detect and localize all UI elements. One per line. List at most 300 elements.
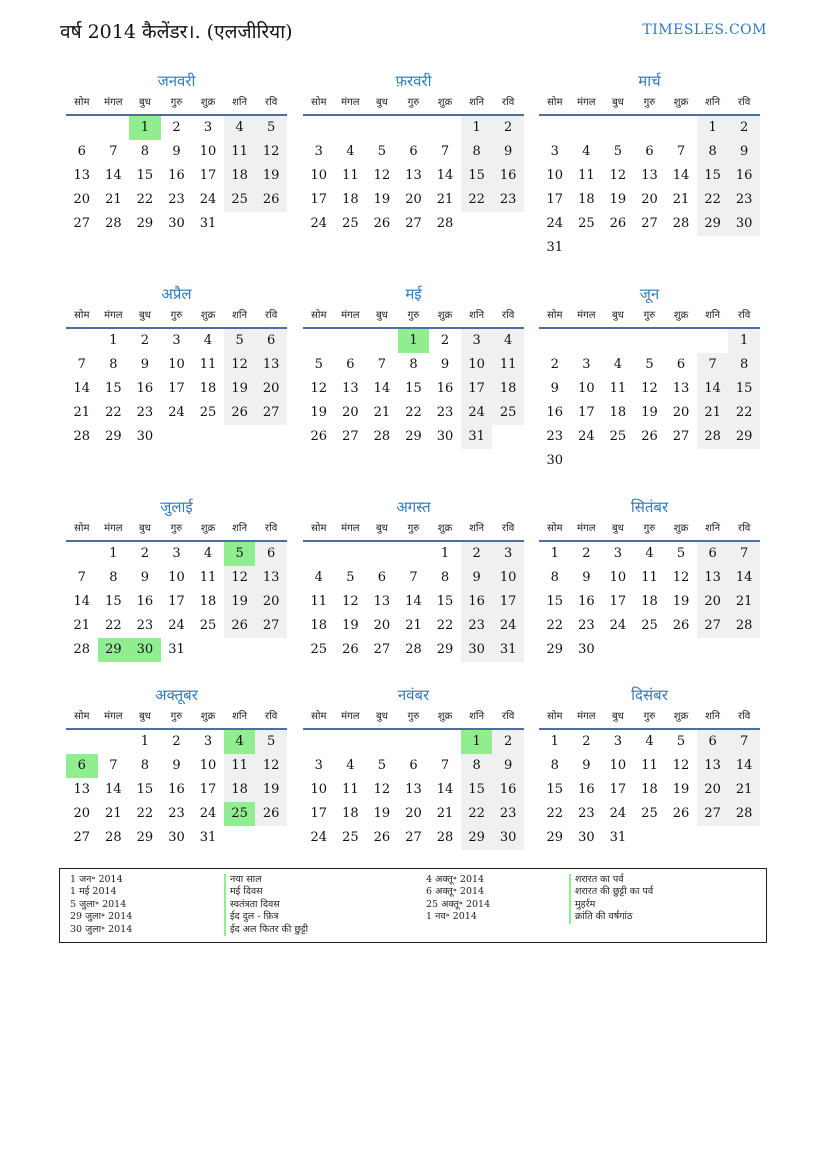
weekday-label: बुध [138, 310, 151, 321]
day-cell: 2 [172, 734, 181, 749]
day-cell: 3 [582, 357, 591, 372]
day-cell: 18 [224, 164, 256, 188]
day-cell: 13 [373, 594, 391, 609]
weekday-header [539, 706, 760, 730]
day-cell: 8 [409, 357, 418, 372]
day-cell: 19 [310, 405, 328, 420]
weekday-header [66, 518, 287, 542]
day-cell: 20 [255, 590, 287, 614]
day-cell: 28 [672, 216, 690, 231]
weekday-header [66, 706, 287, 730]
site-link[interactable]: TIMESLES.COM [642, 22, 767, 38]
day-cell: 26 [224, 614, 256, 638]
day-cell: 28 [73, 429, 91, 444]
weekday-label: रवि [738, 310, 751, 321]
day-cell: 4 [582, 144, 591, 159]
weekday-label: सोम [311, 523, 327, 534]
day-cell: 25 [492, 401, 524, 425]
weekday-label: मंगल [104, 523, 123, 534]
holiday-entry: शरारत का पर्व [575, 874, 624, 885]
day-cell: 24 [546, 216, 564, 231]
day-cell: 4 [224, 116, 256, 140]
day-cell: 21 [672, 192, 690, 207]
holiday-entry: 25 अक्तू॰ 2014 [426, 898, 491, 910]
weekday-label: रवि [502, 310, 515, 321]
day-cell: 12 [373, 168, 391, 183]
empty-cell [98, 116, 130, 140]
day-cell: 29 [105, 429, 122, 444]
day-grid [66, 329, 287, 449]
weekday-label: शनि [469, 310, 485, 321]
day-cell: 31 [461, 425, 493, 449]
day-cell: 13 [697, 566, 729, 590]
day-cell: 24 [168, 405, 185, 420]
day-cell: 23 [461, 614, 493, 638]
empty-cell [335, 730, 367, 754]
day-cell: 23 [136, 618, 154, 633]
day-cell: 29 [728, 425, 760, 449]
day-cell: 9 [172, 758, 181, 773]
weekday-header [539, 305, 760, 329]
empty-cell [66, 730, 98, 754]
day-cell: 22 [546, 618, 564, 633]
day-cell: 21 [373, 405, 391, 420]
day-cell: 14 [672, 168, 690, 183]
day-cell: 5 [255, 730, 287, 754]
weekday-label: सोम [74, 711, 90, 722]
weekday-label: रवि [738, 711, 751, 722]
day-cell: 16 [492, 778, 524, 802]
weekday-label: शुक्र [200, 711, 216, 722]
day-cell: 31 [168, 642, 185, 657]
day-cell: 1 [550, 546, 559, 561]
weekday-label: बुध [375, 97, 388, 108]
day-grid [303, 542, 524, 662]
day-cell: 20 [373, 618, 391, 633]
day-cell: 16 [136, 381, 154, 396]
weekday-label: रवि [265, 711, 278, 722]
day-cell: 6 [645, 144, 654, 159]
month-name: मई [405, 285, 422, 303]
month-name: दिसंबर [631, 686, 668, 704]
day-cell: 30 [436, 429, 454, 444]
day-cell: 10 [492, 566, 524, 590]
day-cell: 26 [373, 830, 391, 845]
day-cell: 17 [578, 405, 595, 420]
day-cell: 27 [255, 401, 287, 425]
weekday-label: गुरु [643, 711, 656, 722]
day-cell: 30 [578, 642, 595, 657]
month-name: फ़रवरी [395, 72, 432, 90]
day-cell: 5 [613, 144, 623, 159]
day-grid [539, 116, 760, 260]
day-cell: 19 [672, 594, 690, 609]
day-cell: 21 [105, 192, 122, 207]
weekday-header [303, 518, 524, 542]
day-cell: 27 [73, 830, 91, 845]
day-cell: 12 [255, 754, 287, 778]
day-cell: 17 [310, 806, 328, 821]
day-cell: 2 [550, 357, 559, 372]
day-cell: 9 [461, 566, 493, 590]
month-name: जनवरी [157, 72, 196, 90]
day-cell: 23 [728, 188, 760, 212]
weekday-header [539, 92, 760, 116]
weekday-label: गुरु [170, 711, 183, 722]
weekday-label: शनि [469, 523, 485, 534]
day-cell: 30 [461, 638, 493, 662]
day-cell: 7 [440, 144, 450, 159]
day-cell: 28 [405, 642, 422, 657]
weekday-label: रवि [265, 523, 278, 534]
weekday-label: सोम [311, 310, 327, 321]
day-cell: 18 [199, 381, 217, 396]
weekday-header [303, 305, 524, 329]
weekday-label: बुध [611, 97, 624, 108]
weekday-label: सोम [311, 97, 327, 108]
empty-cell [66, 329, 98, 353]
day-cell: 13 [342, 381, 359, 396]
day-cell: 24 [461, 401, 493, 425]
day-cell: 4 [645, 734, 654, 749]
day-cell: 9 [172, 144, 181, 159]
day-cell: 23 [578, 618, 595, 633]
day-cell: 8 [697, 140, 729, 164]
empty-cell [539, 116, 571, 140]
day-cell: 29 [436, 642, 454, 657]
day-cell: 25 [224, 188, 256, 212]
day-cell: 14 [105, 168, 122, 183]
day-cell: 28 [105, 830, 122, 845]
day-cell: 17 [168, 594, 185, 609]
day-cell: 29 [461, 826, 493, 850]
day-cell: 25 [199, 618, 217, 633]
month-block [66, 496, 287, 662]
weekday-label: बुध [375, 711, 388, 722]
empty-cell [398, 730, 430, 754]
day-cell: 1 [129, 116, 161, 140]
day-cell: 19 [609, 192, 627, 207]
day-cell: 1 [461, 116, 493, 140]
holiday-list [59, 868, 767, 943]
day-cell: 1 [140, 734, 150, 749]
weekday-label: मंगल [104, 711, 123, 722]
day-cell: 21 [436, 806, 454, 821]
day-cell: 14 [73, 594, 91, 609]
day-cell: 3 [550, 144, 559, 159]
empty-cell [66, 542, 98, 566]
day-cell: 27 [255, 614, 287, 638]
day-cell: 7 [697, 353, 729, 377]
weekday-label: बुध [375, 310, 388, 321]
day-cell: 7 [109, 144, 118, 159]
day-cell: 7 [728, 730, 760, 754]
weekday-label: मंगल [577, 97, 596, 108]
day-cell: 4 [645, 546, 654, 561]
day-cell: 13 [641, 168, 658, 183]
empty-cell [335, 542, 367, 566]
empty-cell [429, 116, 461, 140]
weekday-label: गुरु [170, 523, 183, 534]
weekday-label: सोम [74, 310, 90, 321]
day-cell: 23 [492, 802, 524, 826]
day-cell: 23 [492, 188, 524, 212]
day-cell: 17 [609, 782, 627, 797]
empty-cell [571, 329, 603, 353]
weekday-label: बुध [611, 711, 624, 722]
empty-cell [571, 116, 603, 140]
weekday-label: सोम [74, 523, 90, 534]
day-cell: 24 [310, 830, 328, 845]
day-cell: 27 [697, 614, 729, 638]
day-cell: 22 [136, 192, 154, 207]
day-cell: 2 [582, 734, 591, 749]
day-cell: 8 [109, 357, 118, 372]
day-cell: 25 [578, 216, 595, 231]
day-cell: 1 [398, 329, 430, 353]
weekday-label: मंगल [341, 523, 360, 534]
month-name: अगस्त [396, 498, 431, 516]
weekday-header [303, 706, 524, 730]
day-cell: 3 [203, 734, 213, 749]
day-cell: 1 [440, 546, 450, 561]
day-cell: 19 [342, 618, 359, 633]
day-cell: 21 [728, 778, 760, 802]
weekday-label: बुध [611, 310, 624, 321]
day-cell: 14 [373, 381, 391, 396]
day-cell: 23 [168, 806, 185, 821]
day-cell: 13 [73, 782, 91, 797]
day-cell: 26 [641, 429, 658, 444]
day-cell: 14 [697, 377, 729, 401]
empty-cell [366, 329, 398, 353]
day-cell: 3 [314, 758, 323, 773]
day-cell: 3 [461, 329, 493, 353]
day-cell: 27 [373, 642, 391, 657]
empty-cell [539, 329, 571, 353]
day-cell: 31 [492, 638, 524, 662]
day-cell: 2 [140, 546, 150, 561]
day-cell: 5 [314, 357, 323, 372]
day-cell: 15 [436, 594, 454, 609]
day-cell: 27 [405, 216, 422, 231]
day-cell: 9 [140, 570, 150, 585]
day-grid [539, 329, 760, 473]
empty-cell [366, 730, 398, 754]
day-cell: 27 [697, 802, 729, 826]
day-cell: 25 [641, 618, 658, 633]
day-cell: 31 [199, 216, 217, 231]
month-block [539, 283, 760, 473]
day-cell: 10 [578, 381, 595, 396]
holiday-names-column-1 [224, 874, 308, 936]
weekday-header [539, 518, 760, 542]
holiday-entry: 29 जुला॰ 2014 [70, 911, 133, 923]
weekday-label: शनि [469, 711, 485, 722]
day-cell: 13 [255, 353, 287, 377]
day-cell: 11 [199, 570, 217, 585]
day-cell: 10 [168, 570, 185, 585]
day-cell: 5 [645, 357, 654, 372]
empty-cell [665, 116, 697, 140]
day-cell: 22 [546, 806, 564, 821]
day-cell: 22 [136, 806, 154, 821]
day-cell: 15 [105, 594, 122, 609]
day-cell: 23 [578, 806, 595, 821]
day-cell: 26 [224, 401, 256, 425]
weekday-label: सोम [311, 711, 327, 722]
day-cell: 18 [342, 192, 359, 207]
weekday-label: शुक्र [437, 711, 453, 722]
day-cell: 29 [136, 830, 154, 845]
month-block [539, 496, 760, 662]
weekday-header [303, 92, 524, 116]
weekday-label: गुरु [407, 310, 420, 321]
day-cell: 30 [168, 830, 185, 845]
day-cell: 16 [728, 164, 760, 188]
day-cell: 14 [728, 566, 760, 590]
weekday-label: गुरु [643, 523, 656, 534]
day-cell: 14 [436, 782, 454, 797]
day-cell: 1 [109, 546, 118, 561]
weekday-label: गुरु [170, 97, 183, 108]
weekday-label: सोम [547, 97, 563, 108]
day-cell: 12 [672, 758, 690, 773]
day-cell: 25 [641, 806, 658, 821]
day-cell: 30 [129, 638, 161, 662]
weekday-label: शुक्र [200, 310, 216, 321]
weekday-label: मंगल [577, 711, 596, 722]
empty-cell [634, 329, 666, 353]
month-block [66, 684, 287, 850]
day-cell: 15 [136, 782, 154, 797]
day-cell: 24 [199, 192, 217, 207]
holiday-entry: स्वतंत्रता दिवस [230, 898, 280, 910]
day-cell: 11 [578, 168, 595, 183]
day-cell: 1 [728, 329, 760, 353]
holiday-entry: क्रांति की वर्षगांठ [575, 911, 633, 923]
day-cell: 1 [697, 116, 729, 140]
day-grid [539, 542, 760, 662]
day-cell: 2 [140, 333, 150, 348]
weekday-label: बुध [138, 523, 151, 534]
day-cell: 20 [255, 377, 287, 401]
holiday-entry: 4 अक्तू॰ 2014 [426, 874, 485, 885]
holiday-names-column-2 [569, 874, 653, 924]
day-cell: 31 [609, 830, 627, 845]
day-cell: 6 [697, 730, 729, 754]
day-cell: 28 [436, 830, 454, 845]
day-cell: 2 [582, 546, 591, 561]
empty-cell [335, 116, 367, 140]
day-cell: 29 [136, 216, 154, 231]
day-cell: 12 [641, 381, 658, 396]
day-cell: 17 [168, 381, 185, 396]
day-grid [303, 730, 524, 850]
day-cell: 7 [409, 570, 418, 585]
day-cell: 30 [492, 826, 524, 850]
day-cell: 21 [73, 618, 91, 633]
weekday-label: गुरु [170, 310, 183, 321]
day-cell: 19 [224, 590, 256, 614]
weekday-label: गुरु [407, 711, 420, 722]
empty-cell [303, 116, 335, 140]
day-cell: 24 [578, 429, 595, 444]
weekday-label: बुध [611, 523, 624, 534]
day-grid [66, 542, 287, 662]
weekday-label: मंगल [577, 310, 596, 321]
day-cell: 4 [224, 730, 256, 754]
day-cell: 25 [342, 830, 359, 845]
day-cell: 29 [546, 642, 564, 657]
day-cell: 31 [199, 830, 217, 845]
weekday-label: सोम [74, 97, 90, 108]
weekday-label: मंगल [104, 310, 123, 321]
day-cell: 6 [697, 542, 729, 566]
day-cell: 16 [168, 168, 185, 183]
holiday-entry: 1 नव॰ 2014 [426, 911, 477, 923]
day-cell: 11 [224, 140, 256, 164]
month-block [303, 70, 524, 236]
day-cell: 20 [697, 590, 729, 614]
day-cell: 6 [409, 758, 418, 773]
weekday-label: सोम [547, 711, 563, 722]
weekday-label: शनि [705, 711, 721, 722]
month-block [303, 496, 524, 662]
day-cell: 2 [728, 116, 760, 140]
day-cell: 2 [492, 730, 524, 754]
day-cell: 4 [314, 570, 323, 585]
day-cell: 28 [373, 429, 391, 444]
day-cell: 18 [224, 778, 256, 802]
empty-cell [602, 116, 634, 140]
day-cell: 17 [492, 590, 524, 614]
day-cell: 29 [405, 429, 422, 444]
day-cell: 27 [342, 429, 359, 444]
day-cell: 5 [676, 546, 686, 561]
month-name: जुलाई [160, 498, 193, 516]
day-cell: 9 [582, 758, 591, 773]
day-cell: 25 [224, 802, 256, 826]
day-cell: 6 [77, 144, 86, 159]
day-cell: 8 [461, 140, 493, 164]
day-cell: 25 [342, 216, 359, 231]
day-cell: 9 [492, 140, 524, 164]
day-cell: 12 [342, 594, 359, 609]
day-cell: 15 [136, 168, 154, 183]
day-cell: 21 [105, 806, 122, 821]
holiday-entry: ईद अल फितर की छुट्टी [230, 923, 309, 935]
day-cell: 22 [105, 618, 122, 633]
day-cell: 28 [697, 425, 729, 449]
weekday-label: शुक्र [673, 523, 689, 534]
weekday-label: सोम [547, 310, 563, 321]
day-cell: 25 [310, 642, 328, 657]
day-cell: 22 [461, 802, 493, 826]
day-cell: 5 [676, 734, 686, 749]
empty-cell [98, 730, 130, 754]
day-cell: 12 [310, 381, 328, 396]
day-cell: 15 [405, 381, 422, 396]
day-cell: 3 [613, 734, 623, 749]
day-cell: 30 [578, 830, 595, 845]
day-grid [539, 730, 760, 850]
day-cell: 11 [310, 594, 328, 609]
weekday-label: शनि [232, 97, 248, 108]
month-block [539, 70, 760, 260]
weekday-label: रवि [265, 97, 278, 108]
weekday-label: गुरु [407, 97, 420, 108]
